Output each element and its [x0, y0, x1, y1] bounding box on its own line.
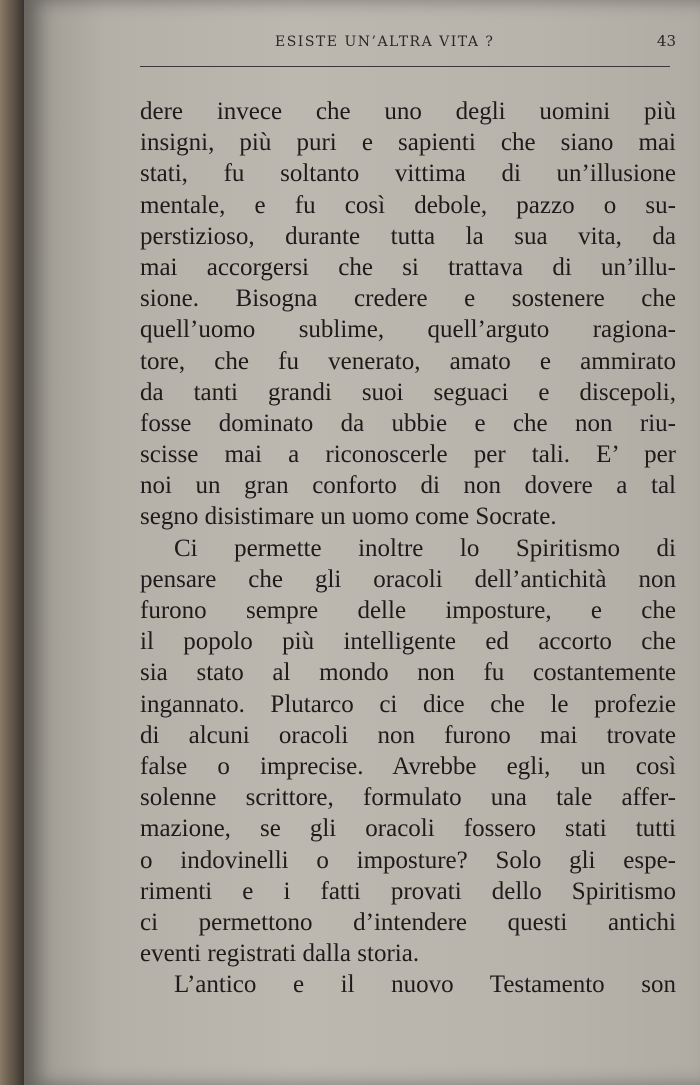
- paragraph-first-line: L’antico e il nuovo Testamento son: [174, 971, 676, 999]
- text-line: solenne scrittore, formulato una tale affer-: [140, 784, 676, 812]
- text-line: sia stato al mondo non fu costantemente: [140, 659, 676, 687]
- header-rule: [140, 66, 670, 67]
- text-line: o indovinelli o imposture? Solo gli espe-: [140, 846, 676, 874]
- text-line: il popolo più intelligente ed accorto che: [140, 628, 676, 656]
- text-line: mazione, se gli oracoli fossero stati tutti: [140, 815, 676, 843]
- text-line: noi un gran conforto di non dovere a tal: [140, 472, 676, 500]
- text-line: di alcuni oracoli non furono mai trovate: [140, 721, 676, 749]
- page-number: 43: [656, 32, 676, 50]
- text-line: rimenti e i fatti provati dello Spiritismo: [140, 877, 676, 905]
- text-line: sione. Bisogna credere e sostenere che: [140, 285, 676, 313]
- text-line: insigni, più puri e sapienti che siano mai: [140, 129, 676, 157]
- text-line: ingannato. Plutarco ci dice che le profezie: [140, 690, 676, 718]
- text-line: perstizioso, durante tutta la sua vita, da: [140, 222, 676, 250]
- running-title: ESISTE UN’ALTRA VITA ?: [275, 34, 495, 50]
- text-line: mai accorgersi che si trattava di un’illu-: [140, 253, 676, 281]
- text-line: mentale, e fu così debole, pazzo o su-: [140, 191, 676, 219]
- running-head: [120, 30, 676, 60]
- text-line: eventi registrati dalla storia.: [140, 940, 420, 968]
- text-line: scisse mai a riconoscerle per tali. E’ per: [140, 441, 676, 469]
- text-line: tore, che fu venerato, amato e ammirato: [140, 347, 676, 375]
- text-line: fosse dominato da ubbie e che non riu-: [140, 409, 676, 437]
- text-line: stati, fu soltanto vittima di un’illusione: [140, 160, 676, 188]
- body-text: [140, 96, 676, 1000]
- text-line: false o imprecise. Avrebbe egli, un così: [140, 752, 676, 780]
- book-spine: [0, 0, 24, 1085]
- text-line: dere invece che uno degli uomini più: [140, 98, 676, 125]
- text-line: quell’uomo sublime, quell’arguto ragiona-: [140, 316, 676, 344]
- text-line: ci permettono d’intendere questi antichi: [140, 908, 676, 936]
- text-line: segno disistimare un uomo come Socrate.: [140, 503, 557, 531]
- text-line: furono sempre delle imposture, e che: [140, 597, 676, 624]
- paragraph-first-line: Ci permette inoltre lo Spiritismo di: [174, 534, 676, 562]
- text-line: pensare che gli oracoli dell’antichità non: [140, 565, 676, 593]
- text-line: da tanti grandi suoi seguaci e discepoli,: [140, 378, 676, 406]
